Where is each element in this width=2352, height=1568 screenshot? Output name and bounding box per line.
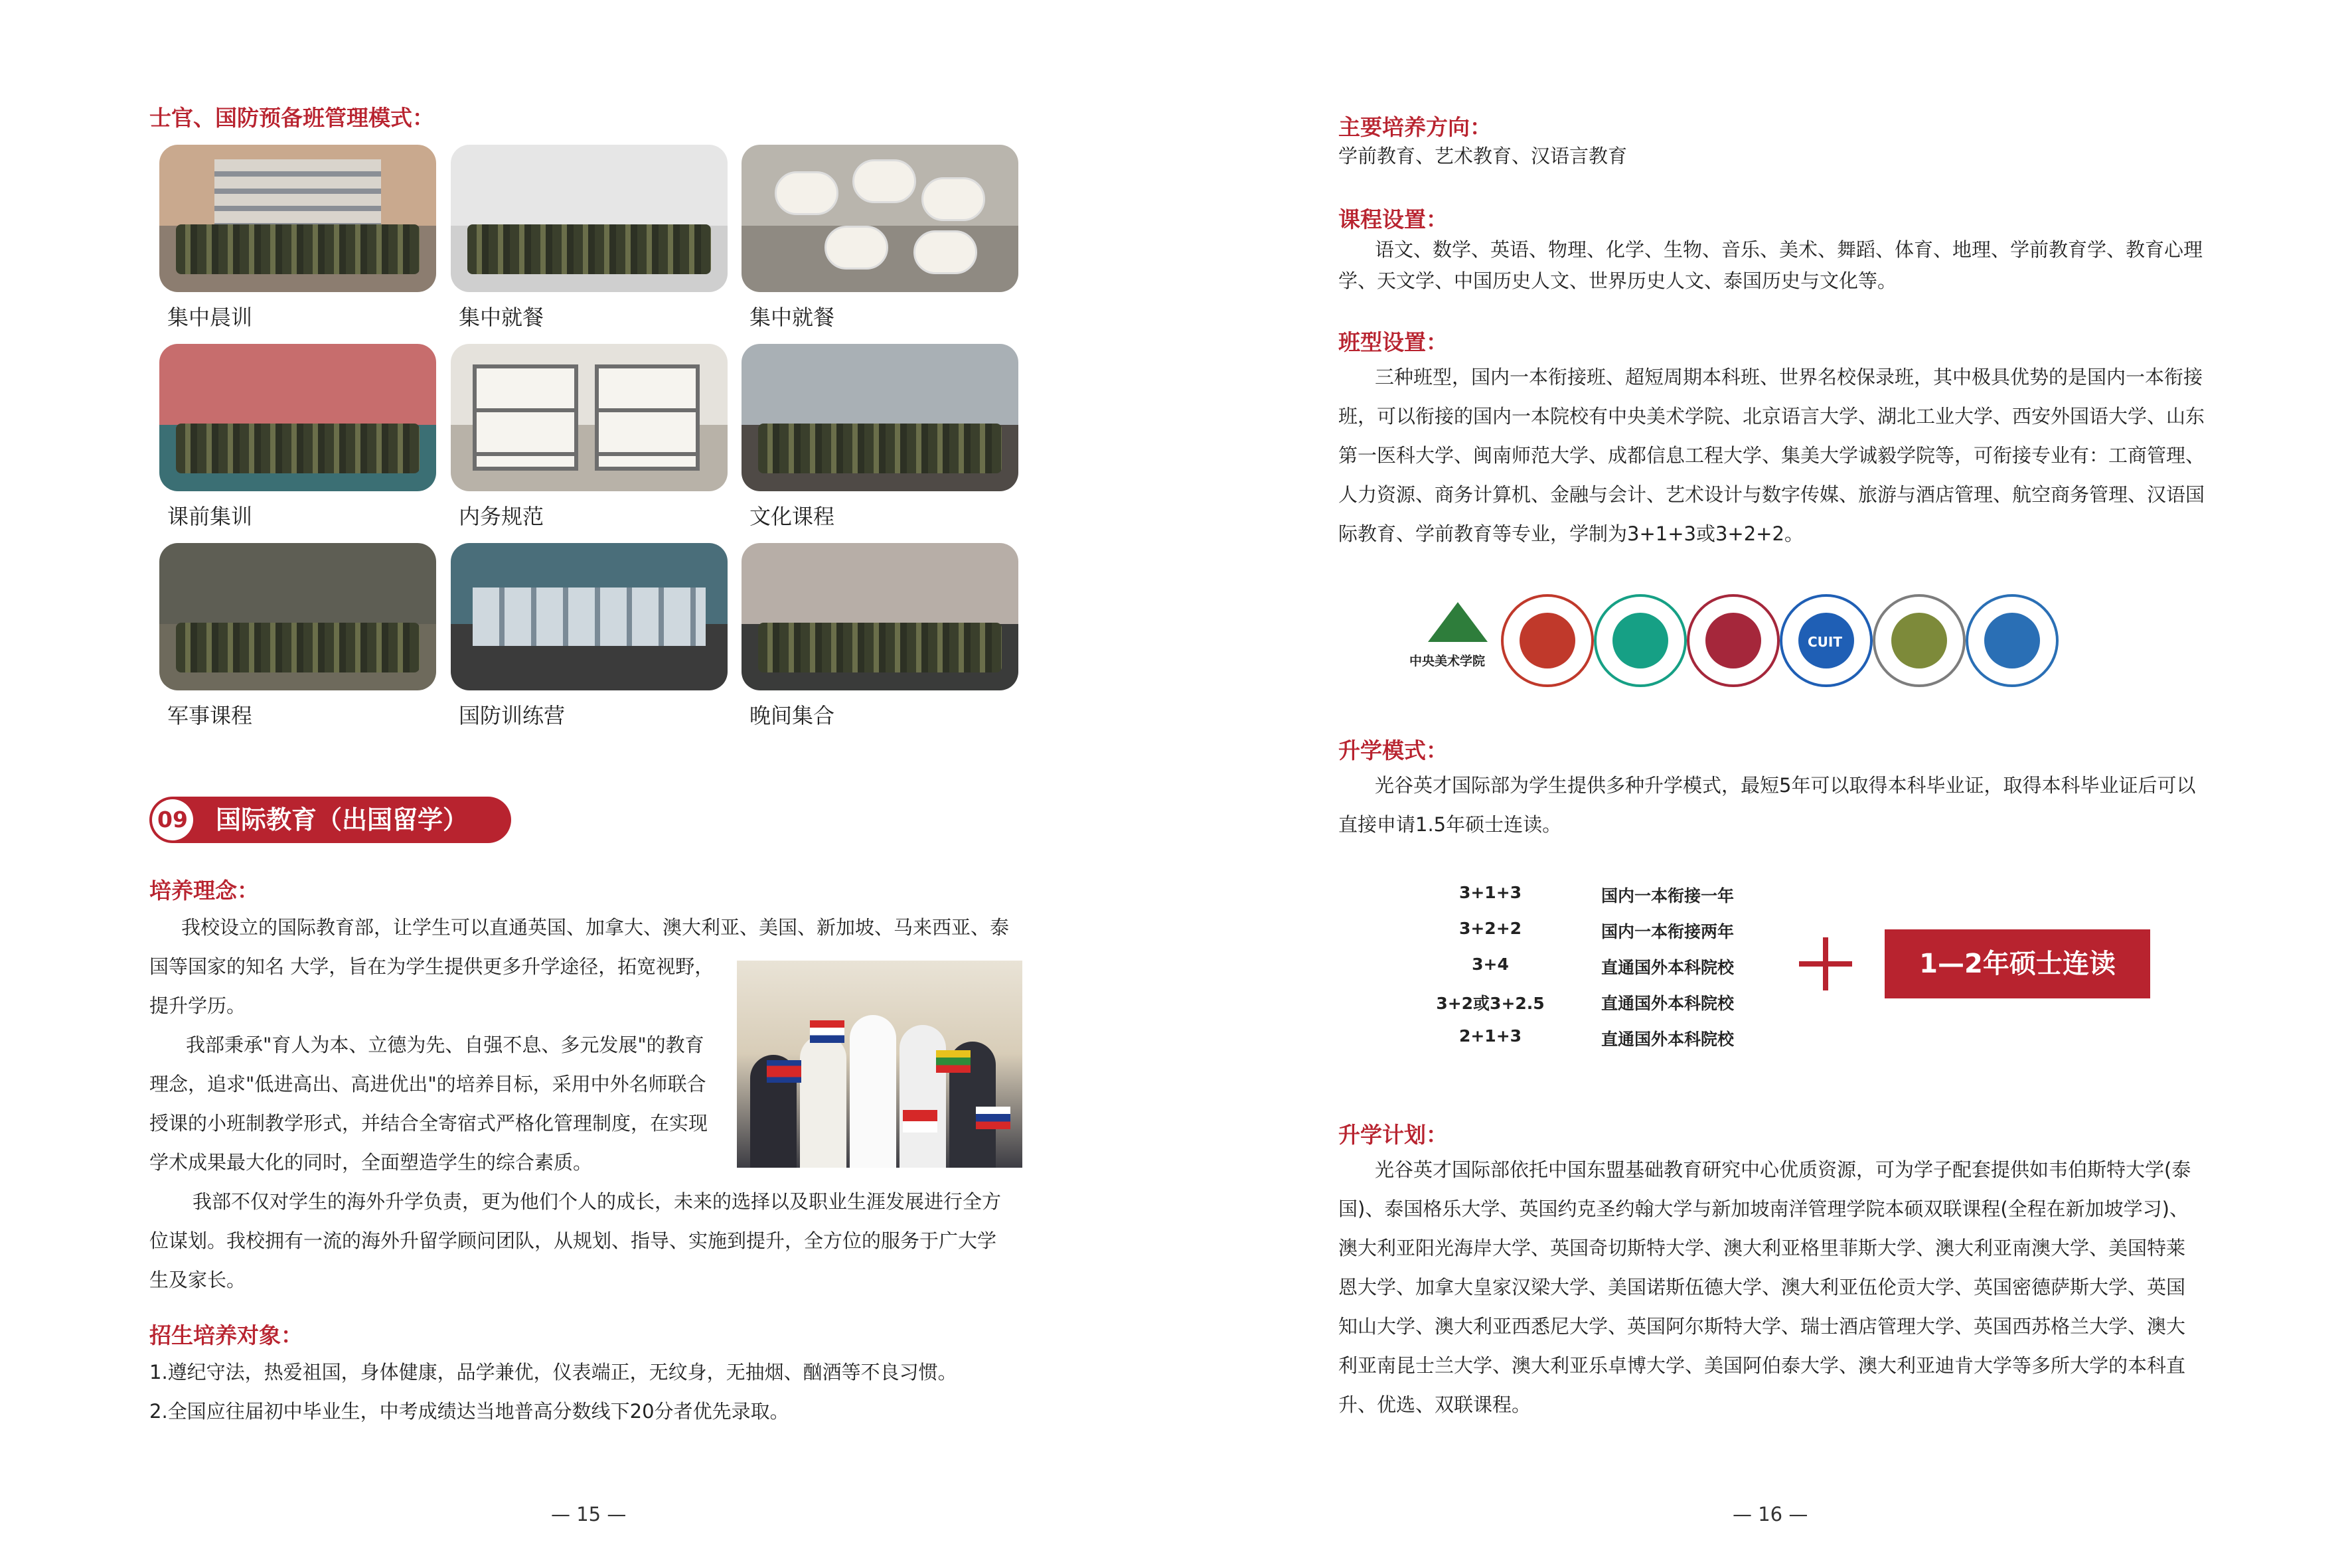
photo-caption: 集中就餐 bbox=[749, 305, 835, 330]
pathway-code: 3+1+3 bbox=[1458, 883, 1522, 902]
emblem-icon bbox=[1520, 613, 1575, 668]
pathway-description: 直通国外本科院校 bbox=[1601, 994, 1735, 1013]
exhibit-board-shape bbox=[473, 588, 705, 647]
plan-heading: 升学计划： bbox=[1338, 1122, 1448, 1148]
plan-line-2: 国)、泰国格乐大学、英国约克圣约翰大学与新加坡南洋管理学院本硕双联课程(全程在新加坡学习)、 bbox=[1338, 1198, 2189, 1220]
philosophy-line-5: 理念，追求"低进高出、高进优出"的培养目标，采用中外名师联合 bbox=[149, 1073, 706, 1095]
page-number-16: — 16 — bbox=[1733, 1503, 1808, 1526]
photo-background bbox=[742, 344, 1018, 425]
right-page bbox=[1176, 0, 2352, 1568]
plan-line-3: 澳大利亚阳光海岸大学、英国奇切斯特大学、澳大利亚格里菲斯大学、澳大利亚南澳大学、美国特莱 bbox=[1338, 1237, 2186, 1259]
class-line-4: 人力资源、商务计算机、金融与会计、艺术设计与数字传媒、旅游与酒店管理、航空商务管理、汉语国 bbox=[1338, 483, 2205, 506]
philosophy-heading: 培养理念： bbox=[149, 878, 259, 903]
class-line-2: 班，可以衔接的国内一本院校有中央美术学院、北京语言大学、湖北工业大学、西安外国语大学、山东 bbox=[1338, 405, 2205, 428]
philosophy-line-3: 提升学历。 bbox=[149, 994, 246, 1017]
plan-line-5: 知山大学、澳大利亚西悉尼大学、英国阿尔斯特大学、瑞士酒店管理大学、英国西苏格兰大学、澳大 bbox=[1338, 1315, 2186, 1338]
bunk-bed-shape bbox=[473, 364, 578, 471]
photo-background bbox=[159, 344, 436, 425]
plate-shape bbox=[913, 230, 977, 274]
upgrade-heading: 升学模式： bbox=[1338, 738, 1448, 763]
target-line-2: 2.全国应往届初中毕业生，中考成绩达当地普高分数线下20分者优先录取。 bbox=[149, 1400, 789, 1423]
crowd-shape bbox=[176, 224, 420, 274]
university-logo-6 bbox=[1873, 594, 1966, 687]
section-number: 09 bbox=[152, 799, 193, 840]
crowd-shape bbox=[467, 224, 711, 274]
photo-background bbox=[742, 543, 1018, 624]
photo-6 bbox=[742, 344, 1018, 491]
crowd-shape bbox=[758, 424, 1002, 473]
course-line-1: 语文、数学、英语、物理、化学、生物、音乐、美术、舞蹈、体育、地理、学前教育学、教育心理 bbox=[1375, 238, 2203, 261]
university-logo-3 bbox=[1594, 594, 1687, 687]
pathway-description: 直通国外本科院校 bbox=[1601, 1030, 1735, 1049]
course-heading: 课程设置： bbox=[1338, 206, 1448, 232]
philosophy-line-9: 位谋划。我校拥有一流的海外升留学顾问团队，从规划、指导、实施到提升，全方位的服务于广大学 bbox=[149, 1229, 997, 1252]
philosophy-line-8: 我部不仅对学生的海外升学负责，更为他们个人的成长，未来的选择以及职业生涯发展进行全方 bbox=[193, 1190, 1002, 1213]
photo-5 bbox=[451, 344, 728, 491]
photo-caption: 内务规范 bbox=[459, 504, 544, 529]
photo-1 bbox=[159, 145, 436, 292]
master-degree-box: 1—2年硕士连读 bbox=[1885, 929, 2150, 998]
class-line-5: 际教育、学前教育等专业，学制为3+1+3或3+2+2。 bbox=[1338, 522, 1804, 545]
photo-caption: 集中就餐 bbox=[459, 305, 544, 330]
university-logo-1 bbox=[1408, 594, 1501, 687]
photo-caption: 文化课程 bbox=[749, 504, 835, 529]
crowd-shape bbox=[758, 623, 1002, 672]
emblem-icon bbox=[1984, 613, 2040, 668]
target-heading: 招生培养对象： bbox=[149, 1322, 303, 1348]
students-photo bbox=[737, 961, 1022, 1168]
photo-9 bbox=[742, 543, 1018, 690]
photo-caption: 集中晨训 bbox=[167, 305, 253, 330]
photo-background bbox=[159, 543, 436, 624]
flag-icon bbox=[936, 1050, 971, 1073]
photo-background bbox=[451, 145, 728, 226]
logo-label: 中央美术学院 bbox=[1409, 654, 1486, 668]
target-line-1: 1.遵纪守法，热爱祖国，身体健康，品学兼优，仪表端正，无纹身，无抽烟、酗酒等不良习惯。 bbox=[149, 1361, 957, 1383]
direction-heading: 主要培养方向： bbox=[1338, 114, 1492, 140]
plan-line-1: 光谷英才国际部依托中国东盟基础教育研究中心优质资源，可为学子配套提供如韦伯斯特大学(泰 bbox=[1375, 1158, 2191, 1181]
pathway-description: 国内一本衔接两年 bbox=[1601, 922, 1735, 941]
flag-icon bbox=[767, 1060, 801, 1083]
emblem-icon bbox=[1705, 613, 1761, 668]
photo-8 bbox=[451, 543, 728, 690]
emblem-icon bbox=[1612, 613, 1668, 668]
bunk-bed-shape bbox=[595, 364, 700, 471]
mgmt-heading: 士官、国防预备班管理模式： bbox=[149, 105, 434, 131]
class-line-1: 三种班型，国内一本衔接班、超短周期本科班、世界名校保录班，其中极具优势的是国内一本衔接 bbox=[1375, 366, 2203, 388]
emblem-icon bbox=[1891, 613, 1947, 668]
plus-icon bbox=[1799, 937, 1852, 990]
upgrade-line-1: 光谷英才国际部为学生提供多种升学模式，最短5年可以取得本科毕业证，取得本科毕业证后可以 bbox=[1375, 774, 2196, 797]
plate-shape bbox=[852, 159, 916, 203]
photo-caption: 国防训练营 bbox=[459, 703, 566, 728]
direction-text: 学前教育、艺术教育、汉语言教育 bbox=[1338, 145, 1628, 167]
crowd-shape bbox=[176, 424, 420, 473]
class-line-3: 第一医科大学、闽南师范大学、成都信息工程大学、集美大学诚毅学院等，可衔接专业有：工商管理、 bbox=[1338, 444, 2205, 467]
pathway-code: 3+2或3+2.5 bbox=[1436, 994, 1545, 1013]
crowd-shape bbox=[176, 623, 420, 672]
class-heading: 班型设置： bbox=[1338, 329, 1448, 355]
university-logo-7 bbox=[1966, 594, 2059, 687]
philosophy-line-6: 授课的小班制教学形式，并结合全寄宿式严格化管理制度，在实现 bbox=[149, 1112, 708, 1135]
flag-icon bbox=[976, 1107, 1010, 1129]
page-number-15: — 15 — bbox=[551, 1503, 627, 1526]
student-figure bbox=[900, 1025, 946, 1168]
university-logo-5 bbox=[1780, 594, 1873, 687]
pathway-description: 直通国外本科院校 bbox=[1601, 958, 1735, 977]
photo-caption: 晚间集合 bbox=[749, 703, 835, 728]
flag-icon bbox=[903, 1110, 937, 1133]
photo-7 bbox=[159, 543, 436, 690]
plate-shape bbox=[921, 177, 985, 221]
plan-line-4: 恩大学、加拿大皇家汉梁大学、美国诺斯伍德大学、澳大利亚伍伦贡大学、英国密德萨斯大学、英国 bbox=[1338, 1276, 2186, 1298]
flag-icon bbox=[810, 1020, 844, 1043]
philosophy-line-2: 国等国家的知名 大学，旨在为学生提供更多升学途径，拓宽视野， bbox=[149, 955, 714, 978]
pathway-description: 国内一本衔接一年 bbox=[1601, 886, 1735, 905]
upgrade-line-2: 直接申请1.5年硕士连读。 bbox=[1338, 813, 1562, 836]
philosophy-line-10: 生及家长。 bbox=[149, 1269, 246, 1291]
university-logo-2 bbox=[1501, 594, 1594, 687]
logo-label: CUIT bbox=[1808, 634, 1843, 650]
pathway-code: 2+1+3 bbox=[1458, 1026, 1522, 1046]
philosophy-line-1: 我校设立的国际教育部，让学生可以直通英国、加拿大、澳大利亚、美国、新加坡、马来西亚、泰 bbox=[181, 916, 1010, 939]
section-title: 国际教育（出国留学） bbox=[216, 805, 469, 834]
student-figure bbox=[850, 1015, 896, 1168]
philosophy-line-4: 我部秉承"育人为本、立德为先、自强不息、多元发展"的教育 bbox=[186, 1034, 704, 1056]
photo-4 bbox=[159, 344, 436, 491]
course-line-2: 学、天文学、中国历史人文、世界历史人文、泰国历史与文化等。 bbox=[1338, 270, 1897, 292]
plate-shape bbox=[824, 226, 888, 270]
photo-caption: 课前集训 bbox=[167, 504, 253, 529]
photo-3 bbox=[742, 145, 1018, 292]
philosophy-line-7: 学术成果最大化的同时，全面塑造学生的综合素质。 bbox=[149, 1151, 593, 1174]
pathway-code: 3+2+2 bbox=[1458, 919, 1522, 938]
plan-line-7: 升、优选、双联课程。 bbox=[1338, 1393, 1531, 1416]
mountain-icon bbox=[1428, 602, 1488, 642]
photo-caption: 军事课程 bbox=[167, 703, 253, 728]
student-figure bbox=[800, 1035, 846, 1168]
section-badge bbox=[149, 797, 511, 843]
university-logo-4 bbox=[1687, 594, 1780, 687]
plan-line-6: 利亚南昆士兰大学、澳大利亚乐卓博大学、美国阿伯泰大学、澳大利亚迪肯大学等多所大学的本科直 bbox=[1338, 1354, 2186, 1377]
plate-shape bbox=[775, 171, 838, 215]
pathway-code: 3+4 bbox=[1472, 955, 1509, 974]
photo-2 bbox=[451, 145, 728, 292]
